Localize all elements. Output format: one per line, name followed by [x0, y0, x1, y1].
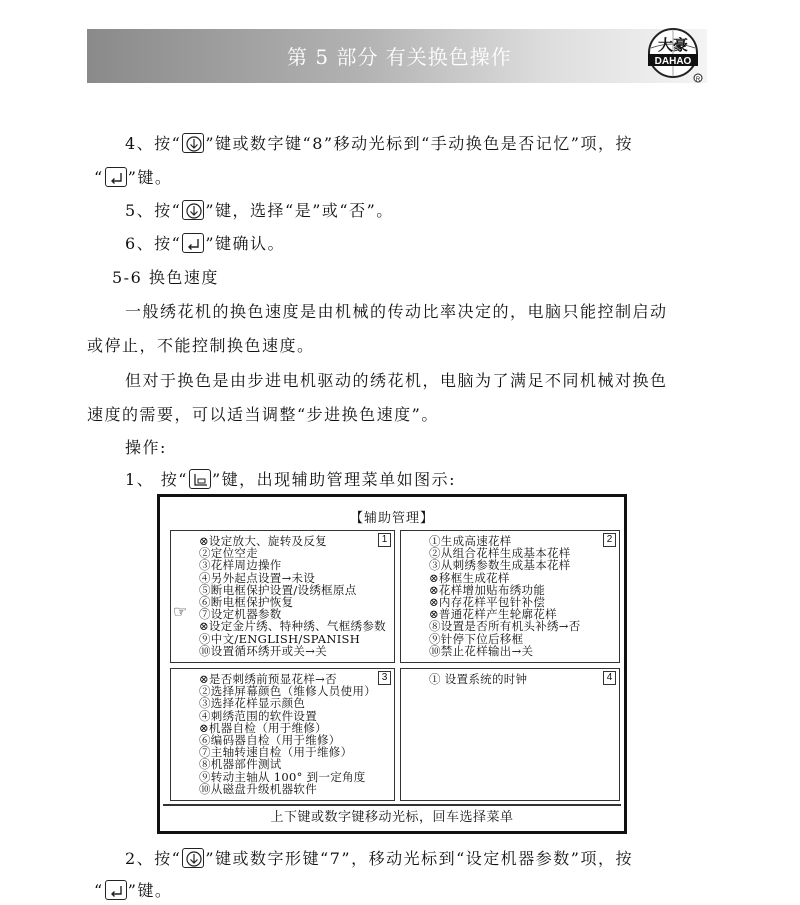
instruction-6: 6、按“ ”键确认。 [125, 234, 286, 253]
menu-item[interactable]: ①生成高速花样 [429, 534, 512, 548]
svg-text:R: R [695, 77, 701, 83]
instruction-4-line2: “ ”键。 [94, 168, 173, 187]
panel-number: 4 [603, 671, 616, 685]
panel-number: 2 [603, 533, 616, 547]
menu-panel-3 [170, 668, 395, 801]
menu-item[interactable]: ① 设置系统的时钟 [429, 672, 528, 686]
panel-number: 1 [378, 533, 391, 547]
menu-item[interactable]: ⊗设定放大、旋转及反复 [199, 534, 327, 548]
instruction-5: 5、按“ ”键，选择“是”或“否”。 [125, 201, 394, 220]
speed-paragraph-line1: 一般绣花机的换色速度是由机械的传动比率决定的，电脑只能控制启动 [125, 302, 668, 321]
enter-key-icon [105, 880, 127, 900]
dahao-logo [646, 26, 704, 84]
menu-item[interactable]: ⑧机器部件测试 [199, 757, 282, 772]
enter-key-icon [182, 233, 204, 253]
menu-item[interactable]: ⊗机器自检（用于维修） [199, 720, 327, 735]
step-2-line2: “ ”键。 [94, 881, 173, 900]
enter-key-icon [105, 167, 127, 187]
hand-pointer-icon: ☞ [173, 602, 188, 621]
stepper-paragraph-line2: 速度的需要，可以适当调整“步进换色速度”。 [87, 405, 439, 424]
menu-item[interactable]: ⑤断电框保护设置/设绣框原点 [199, 582, 357, 597]
menu-item[interactable]: ②从组合花样生成基本花样 [429, 546, 571, 561]
speed-paragraph-line2: 或停止，不能控制换色速度。 [87, 336, 315, 355]
step-1: 1、 按“ ”键，出现辅助管理菜单如图示: [125, 470, 457, 489]
menu-item[interactable]: ④另外起点设置→未设 [199, 570, 316, 585]
logo-chars: 大豪 [657, 36, 689, 54]
menu-item[interactable]: ⑨转动主轴从 100° 到一定角度 [199, 769, 366, 784]
menu-item[interactable]: ⊗设定金片绣、特种绣、气框绣参数 [199, 619, 386, 634]
logo-wordmark: DAHAO [654, 56, 692, 67]
menu-status-bar: 上下键或数字键移动光标，回车选择菜单 [163, 804, 621, 830]
menu-item[interactable]: ③花样周边操作 [199, 558, 282, 573]
menu-item[interactable]: ③选择花样显示颜色 [199, 696, 306, 711]
menu-item-selected[interactable]: ⑦设定机器参数 [199, 607, 282, 622]
menu-item[interactable]: ⑦主轴转速自检（用于维修） [199, 745, 353, 760]
menu-item[interactable]: ②选择屏幕颜色（维修人员使用） [199, 684, 376, 699]
menu-item[interactable]: ⑩禁止花样输出→关 [429, 643, 534, 658]
menu-item[interactable]: ③从刺绣参数生成基本花样 [429, 558, 571, 573]
page-header-band [87, 29, 707, 83]
page-header-title: 第 5 部分 有关换色操作 [287, 45, 512, 69]
menu-panel-1 [170, 530, 395, 663]
down-key-icon [182, 848, 204, 868]
menu-item[interactable]: ⑨中文/ENGLISH/SPANISH [199, 631, 361, 646]
instruction-4-line1: 4、按“ ”键或数字键“8”移动光标到“手动换色是否记忆”项，按 [125, 134, 633, 153]
menu-item[interactable]: ⊗普通花样产生轮廓花样 [429, 607, 557, 622]
panel-number: 3 [378, 671, 391, 685]
section-heading: 5-6 换色速度 [112, 268, 219, 287]
menu-item[interactable]: ⑥编码器自检（用于维修） [199, 733, 341, 748]
menu-item[interactable]: ⊗内存花样平包针补偿 [429, 595, 546, 610]
menu-item[interactable]: ②定位空走 [199, 546, 258, 561]
menu-item[interactable]: ⊗花样增加贴布绣功能 [429, 582, 546, 597]
menu-item[interactable]: ④刺绣范围的软件设置 [199, 708, 317, 723]
assist-management-menu [157, 494, 627, 834]
menu-panel-2 [400, 530, 620, 663]
assist-key-icon [189, 469, 211, 489]
menu-item[interactable]: ⑩从磁盘升级机器软件 [199, 781, 317, 796]
menu-item[interactable]: ⊗是否刺绣前预显花样→否 [199, 672, 337, 686]
menu-item[interactable]: ⑥断电框保护恢复 [199, 595, 294, 610]
down-key-icon [182, 133, 204, 153]
operation-label: 操作: [125, 438, 167, 457]
down-key-icon [182, 200, 204, 220]
stepper-paragraph-line1: 但对于换色是由步进电机驱动的绣花机，电脑为了满足不同机械对换色 [125, 371, 668, 390]
menu-item[interactable]: ⑧设置是否所有机头补绣→否 [429, 619, 581, 634]
menu-panel-4 [400, 668, 620, 801]
menu-item[interactable]: ⑩设置循环绣开或关→关 [199, 643, 327, 658]
menu-item[interactable]: ⊗移框生成花样 [429, 570, 510, 585]
menu-item[interactable]: ⑨针停下位后移框 [429, 631, 524, 646]
menu-title: 【辅助管理】 [349, 511, 434, 526]
step-2-line1: 2、按“ ”键或数字形键“7”，移动光标到“设定机器参数”项，按 [125, 849, 633, 868]
